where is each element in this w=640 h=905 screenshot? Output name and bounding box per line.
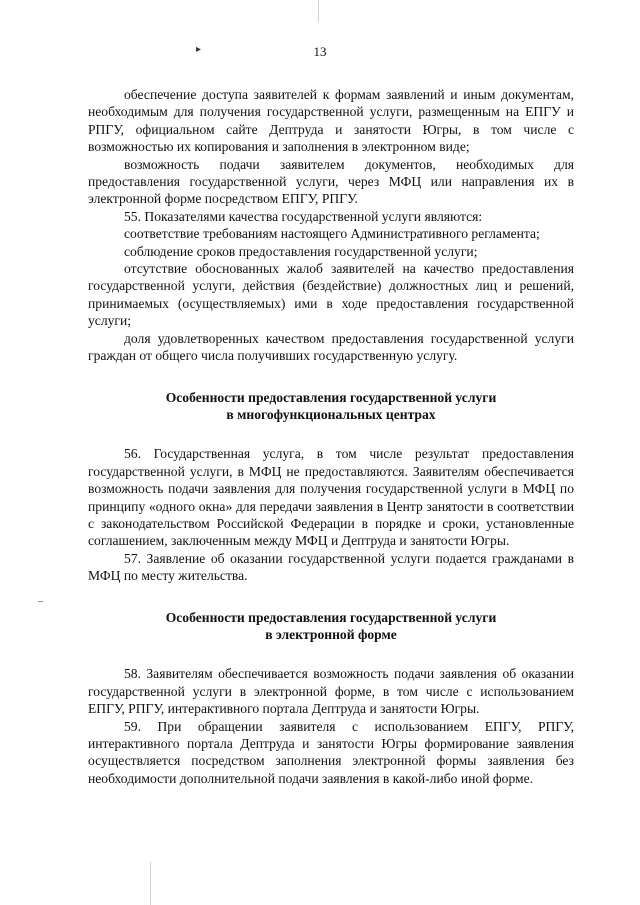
- paragraph: отсутствие обоснованных жалоб заявителей на качество предоставления государственной услуги, действия (бездействие) должностных лиц и решений, принимаемых (осуществляемых) ими в ходе предоставления государственной услуги;: [88, 261, 574, 329]
- scan-speck: ▸: [196, 44, 202, 55]
- paragraph-59: 59. При обращении заявителя с использованием ЕПГУ, РПГУ, интерактивного портала Дептруда и занятости Югры формирование заявления осуществляется посредством заполнения электронной формы заявления без необходимости дополнительной подачи заявления в какой-либо иной форме.: [88, 718, 574, 786]
- paragraph-56: 56. Государственная услуга, в том числе результат предоставления государственной услуги, в МФЦ не предоставляются. Заявителям обеспечивается возможность подачи заявления для получения государственной услуги в МФЦ по принципу «одного окна» для передачи заявления в Центр занятости в соответствии с законодательством Российской Федерации в порядке и сроки, установленные соглашением, заключенным между МФЦ и Дептруда и занятости Югры.: [88, 446, 574, 549]
- paragraph-58: 58. Заявителям обеспечивается возможность подачи заявления об оказании государственной услуги в электронной форме, в том числе с использованием ЕПГУ, РПГУ, интерактивного портала Дептруда и занятости Югры.: [88, 666, 574, 717]
- paragraph: обеспечение доступа заявителей к формам заявлений и иным документам, необходимым для получения государственной услуги, размещенным на ЕПГУ и РПГУ, официальном сайте Дептруда и занятости Югры, в том числе с возможностью их копирования и заполнения в электронном виде;: [88, 87, 574, 155]
- paragraph-57: 57. Заявление об оказании государственной услуги подается гражданами в МФЦ по месту жительства.: [88, 550, 574, 584]
- heading-line: Особенности предоставления государственной услуги: [165, 609, 497, 625]
- heading-line: в многофункциональных центрах: [226, 406, 436, 422]
- page-number: 13: [313, 44, 327, 59]
- paragraph-55: 55. Показателями качества государственной услуги являются:: [124, 208, 483, 224]
- section-heading-electronic: [88, 609, 574, 644]
- heading-line: в электронной форме: [265, 626, 397, 642]
- scan-speck: –: [38, 596, 43, 607]
- section-heading-mfc: [88, 389, 574, 424]
- paragraph: доля удовлетворенных качеством предоставления государственной услуги граждан от общего числа получивших государственную услугу.: [88, 330, 574, 364]
- paragraph: соответствие требованиям настоящего Административного регламента;: [124, 226, 540, 242]
- heading-line: Особенности предоставления государственной услуги: [165, 389, 497, 405]
- paragraph: соблюдение сроков предоставления государственной услуги;: [124, 243, 478, 259]
- document-body: [88, 86, 574, 787]
- scan-artifact-line: [318, 0, 319, 22]
- paragraph: возможность подачи заявителем документов, необходимых для предоставления государственной услуги, через МФЦ или направления их в электронной форме посредством ЕПГУ, РПГУ.: [88, 156, 574, 207]
- scan-artifact-line: [150, 862, 151, 905]
